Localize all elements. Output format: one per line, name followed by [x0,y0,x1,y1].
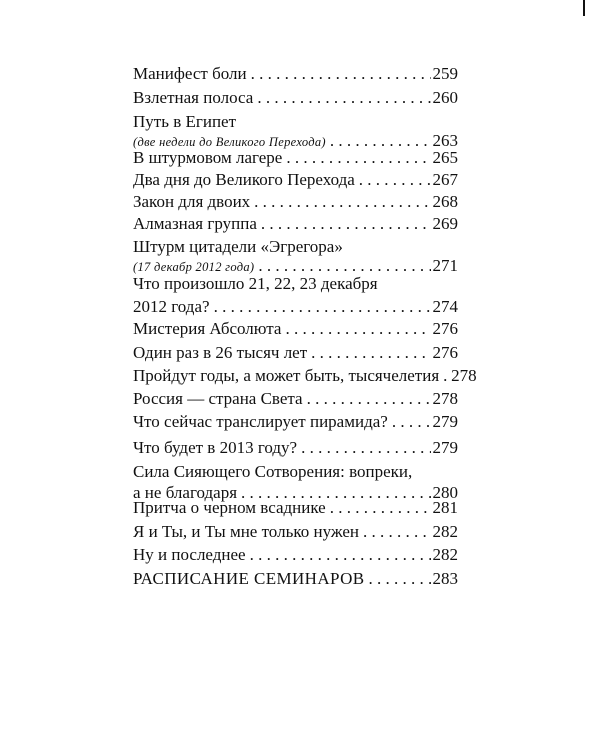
toc-entry [133,365,477,387]
toc-entry-title: Путь в Египет [133,112,237,131]
dot-leader [307,388,431,410]
dot-leader [261,213,431,235]
toc-entry-title: Я и Ты, и Ты мне только нужен [133,522,360,541]
toc-entry-title: Штурм цитадели «Эгрегора» [133,237,343,256]
toc-entry-title: В штурмовом лагере [133,148,283,167]
dot-leader [359,169,431,191]
dot-leader [392,411,431,433]
dot-leader [286,147,430,169]
toc-entry-title: Алмазная группа [133,214,257,233]
toc-entry [133,273,458,318]
toc-entry-page: 282 [432,545,458,564]
toc-entry [133,411,458,433]
toc-entry-title: Что сейчас транслирует пирамида? [133,412,388,431]
toc-entry-page: 282 [432,522,458,541]
toc-entry [133,568,458,590]
dot-leader [285,318,430,340]
dot-leader [330,497,431,519]
toc-entry-title: РАСПИСАНИЕ СЕМИНАРОВ [133,569,365,588]
toc-entry-title: Мистерия Абсолюта [133,319,282,338]
toc-entry-page: 276 [432,319,458,338]
dot-leader [311,342,430,364]
toc-entry [133,497,458,519]
dot-leader [363,521,430,543]
toc-entry-page: 274 [432,297,458,316]
toc-entry-page: 281 [432,498,458,517]
toc-entry-subtitle: (две недели до Великого Перехода) [133,135,326,149]
dot-leader [369,568,431,590]
toc-entry [133,437,458,459]
dot-leader [251,63,431,85]
toc-entry-page: 280 [432,483,458,502]
toc-entry [133,147,458,169]
toc-entry-page: 283 [432,569,458,588]
toc-entry-title: Ну и последнее [133,545,246,564]
toc-entry [133,342,458,364]
toc-entry-page: 259 [432,64,458,83]
toc-entry-title: Два дня до Великого Перехода [133,170,355,189]
toc-entry-title: Россия — страна Света [133,389,303,408]
toc-entry-page: 263 [432,131,458,150]
toc-entry-subtitle: (17 декабр 2012 года) [133,260,255,274]
toc-entry-title: Что будет в 2013 году? [133,438,298,457]
toc-entry-page: 279 [432,438,458,457]
dot-leader [443,365,449,387]
dot-leader [257,87,430,109]
toc-entry [133,521,458,543]
toc-entry [133,544,458,566]
toc-entry [133,213,458,235]
toc-entry-page: 279 [432,412,458,431]
toc-entry [133,191,458,213]
dot-leader [301,437,430,459]
dot-leader [250,544,431,566]
toc-entry [133,388,458,410]
toc-entry-page: 269 [432,214,458,233]
toc-entry-title: Манифест боли [133,64,247,83]
toc-entry-title: Один раз в 26 тысяч лет [133,343,308,362]
toc-entry-title: Закон для двоих [133,192,251,211]
toc-entry-title: Что произошло 21, 22, 23 декабря [133,274,378,293]
toc-entry-page: 265 [432,148,458,167]
toc-entry-subtitle: 2012 года? [133,297,210,316]
toc-entry [133,63,458,85]
corner-mark [583,0,585,16]
toc-entry-page: 260 [432,88,458,107]
toc-entry-title: Взлетная полоса [133,88,254,107]
toc-entry-page: 278 [451,366,477,385]
toc-entry-title: Притча о черном всаднике [133,498,326,517]
dot-leader [214,296,431,318]
dot-leader [254,191,430,213]
toc-entry-subtitle: а не благодаря [133,483,238,502]
toc-entry-page: 268 [432,192,458,211]
toc-entry-page: 276 [432,343,458,362]
toc-entry-title: Пройдут годы, а может быть, тысячелетия [133,366,440,385]
toc-entry-page: 271 [432,256,458,275]
toc-entry [133,236,458,278]
toc-entry [133,318,458,340]
toc-entry-page: 278 [432,389,458,408]
toc-entry-page: 267 [432,170,458,189]
toc-entry [133,169,458,191]
toc-entry [133,87,458,109]
toc-entry-title: Сила Сияющего Сотворения: вопреки, [133,462,413,481]
